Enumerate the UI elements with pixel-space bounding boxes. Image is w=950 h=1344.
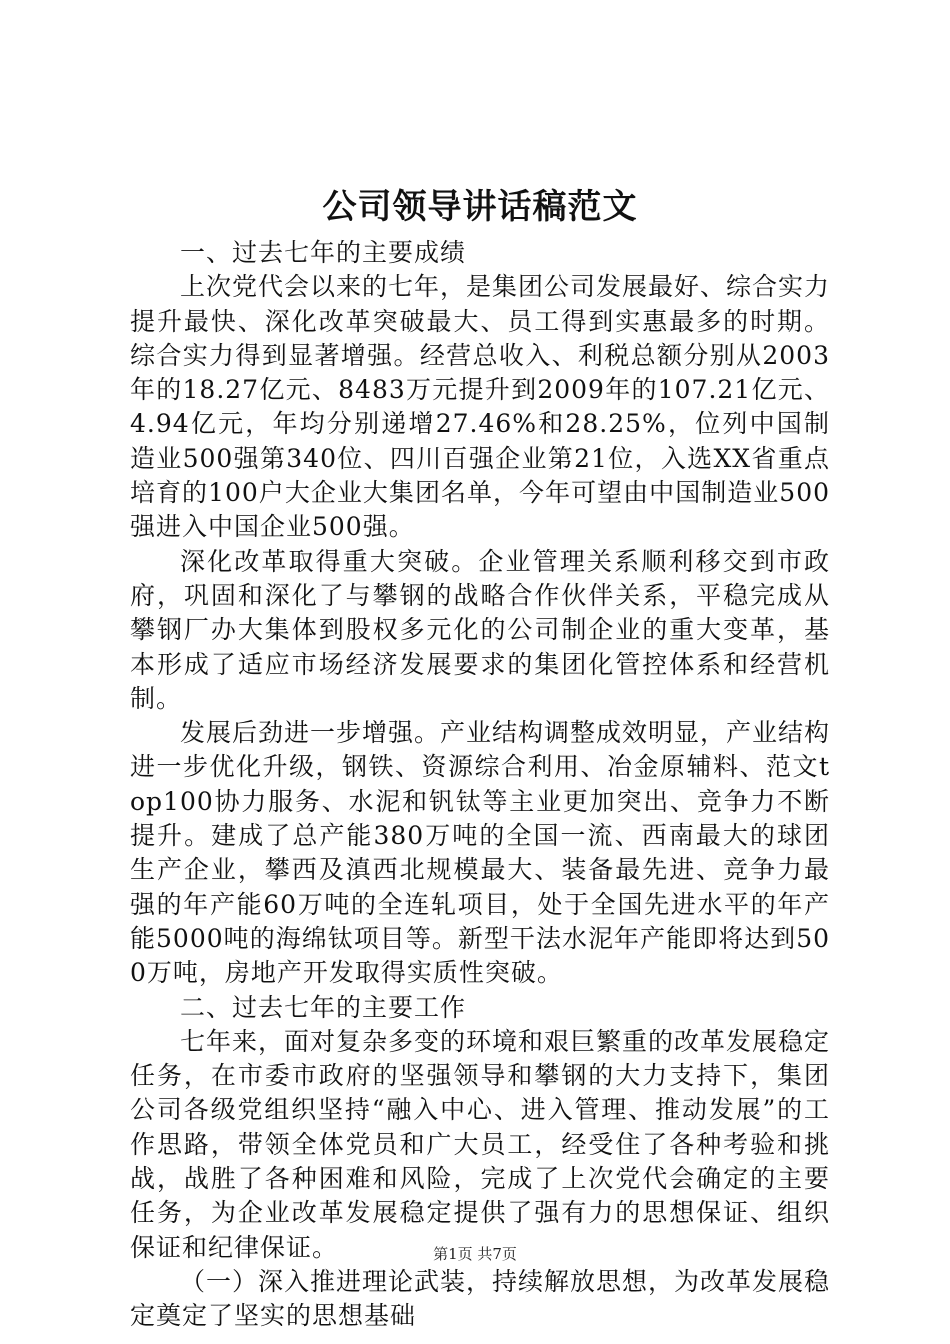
body-paragraph: 七年来，面对复杂多变的环境和艰巨繁重的改革发展稳定任务，在市委市政府的坚强领导和攀钢的大力支持下，集团公司各级党组织坚持“融入中心、进入管理、推动发展”的工作思路，带领全体党员和广大员工，经受住了各种考验和挑战，战胜了各种困难和风险，完成了上次党代会确定的主要任务，为企业改革发展稳定提供了强有力的思想保证、组织保证和纪律保证。 bbox=[130, 1026, 831, 1262]
body-paragraph: 上次党代会以来的七年，是集团公司发展最好、综合实力提升最快、深化改革突破最大、员工得到实惠最多的时期。综合实力得到显著增强。经营总收入、利税总额分别从2003年的18.27亿元、8483万元提升到2009年的107.21亿元、4.94亿元，年均分别递增27.46%和28.25%，位列中国制造业500强第340位、四川百强企业第21位，入选XX省重点培育的100户大企业大集团名单，今年可望由中国制造业500强进入中国企业500强。 bbox=[130, 272, 831, 542]
document-page bbox=[130, 180, 830, 1334]
page-number-footer: 第1页 共7页 bbox=[433, 1245, 517, 1263]
section-heading-2: 二、过去七年的主要工作 bbox=[180, 992, 467, 1022]
body-paragraph: 发展后劲进一步增强。产业结构调整成效明显，产业结构进一步优化升级，钢铁、资源综合利用、冶金原辅料、范文top100协力服务、水泥和钒钛等主业更加突出、竞争力不断提升。建成了总产能380万吨的全国一流、西南最大的球团生产企业，攀西及滇西北规模最大、装备最先进、竞争力最强的年产能60万吨的全连轧项目，处于全国先进水平的年产能5000吨的海绵钛项目等。新型干法水泥年产能即将达到500万吨，房地产开发取得实质性突破。 bbox=[130, 718, 831, 988]
body-paragraph: 深化改革取得重大突破。企业管理关系顺利移交到市政府，巩固和深化了与攀钢的战略合作伙伴关系，平稳完成从攀钢厂办大集体到股权多元化的公司制企业的重大变革，基本形成了适应市场经济发展要求的集团化管控体系和经营机制。 bbox=[130, 546, 830, 713]
section-heading-1: 一、过去七年的主要成绩 bbox=[180, 238, 467, 267]
document-title: 公司领导讲话稿范文 bbox=[322, 187, 638, 227]
subsection-heading: （一）深入推进理论武装，持续解放思想，为改革发展稳定奠定了坚实的思想基础 bbox=[130, 1266, 831, 1331]
